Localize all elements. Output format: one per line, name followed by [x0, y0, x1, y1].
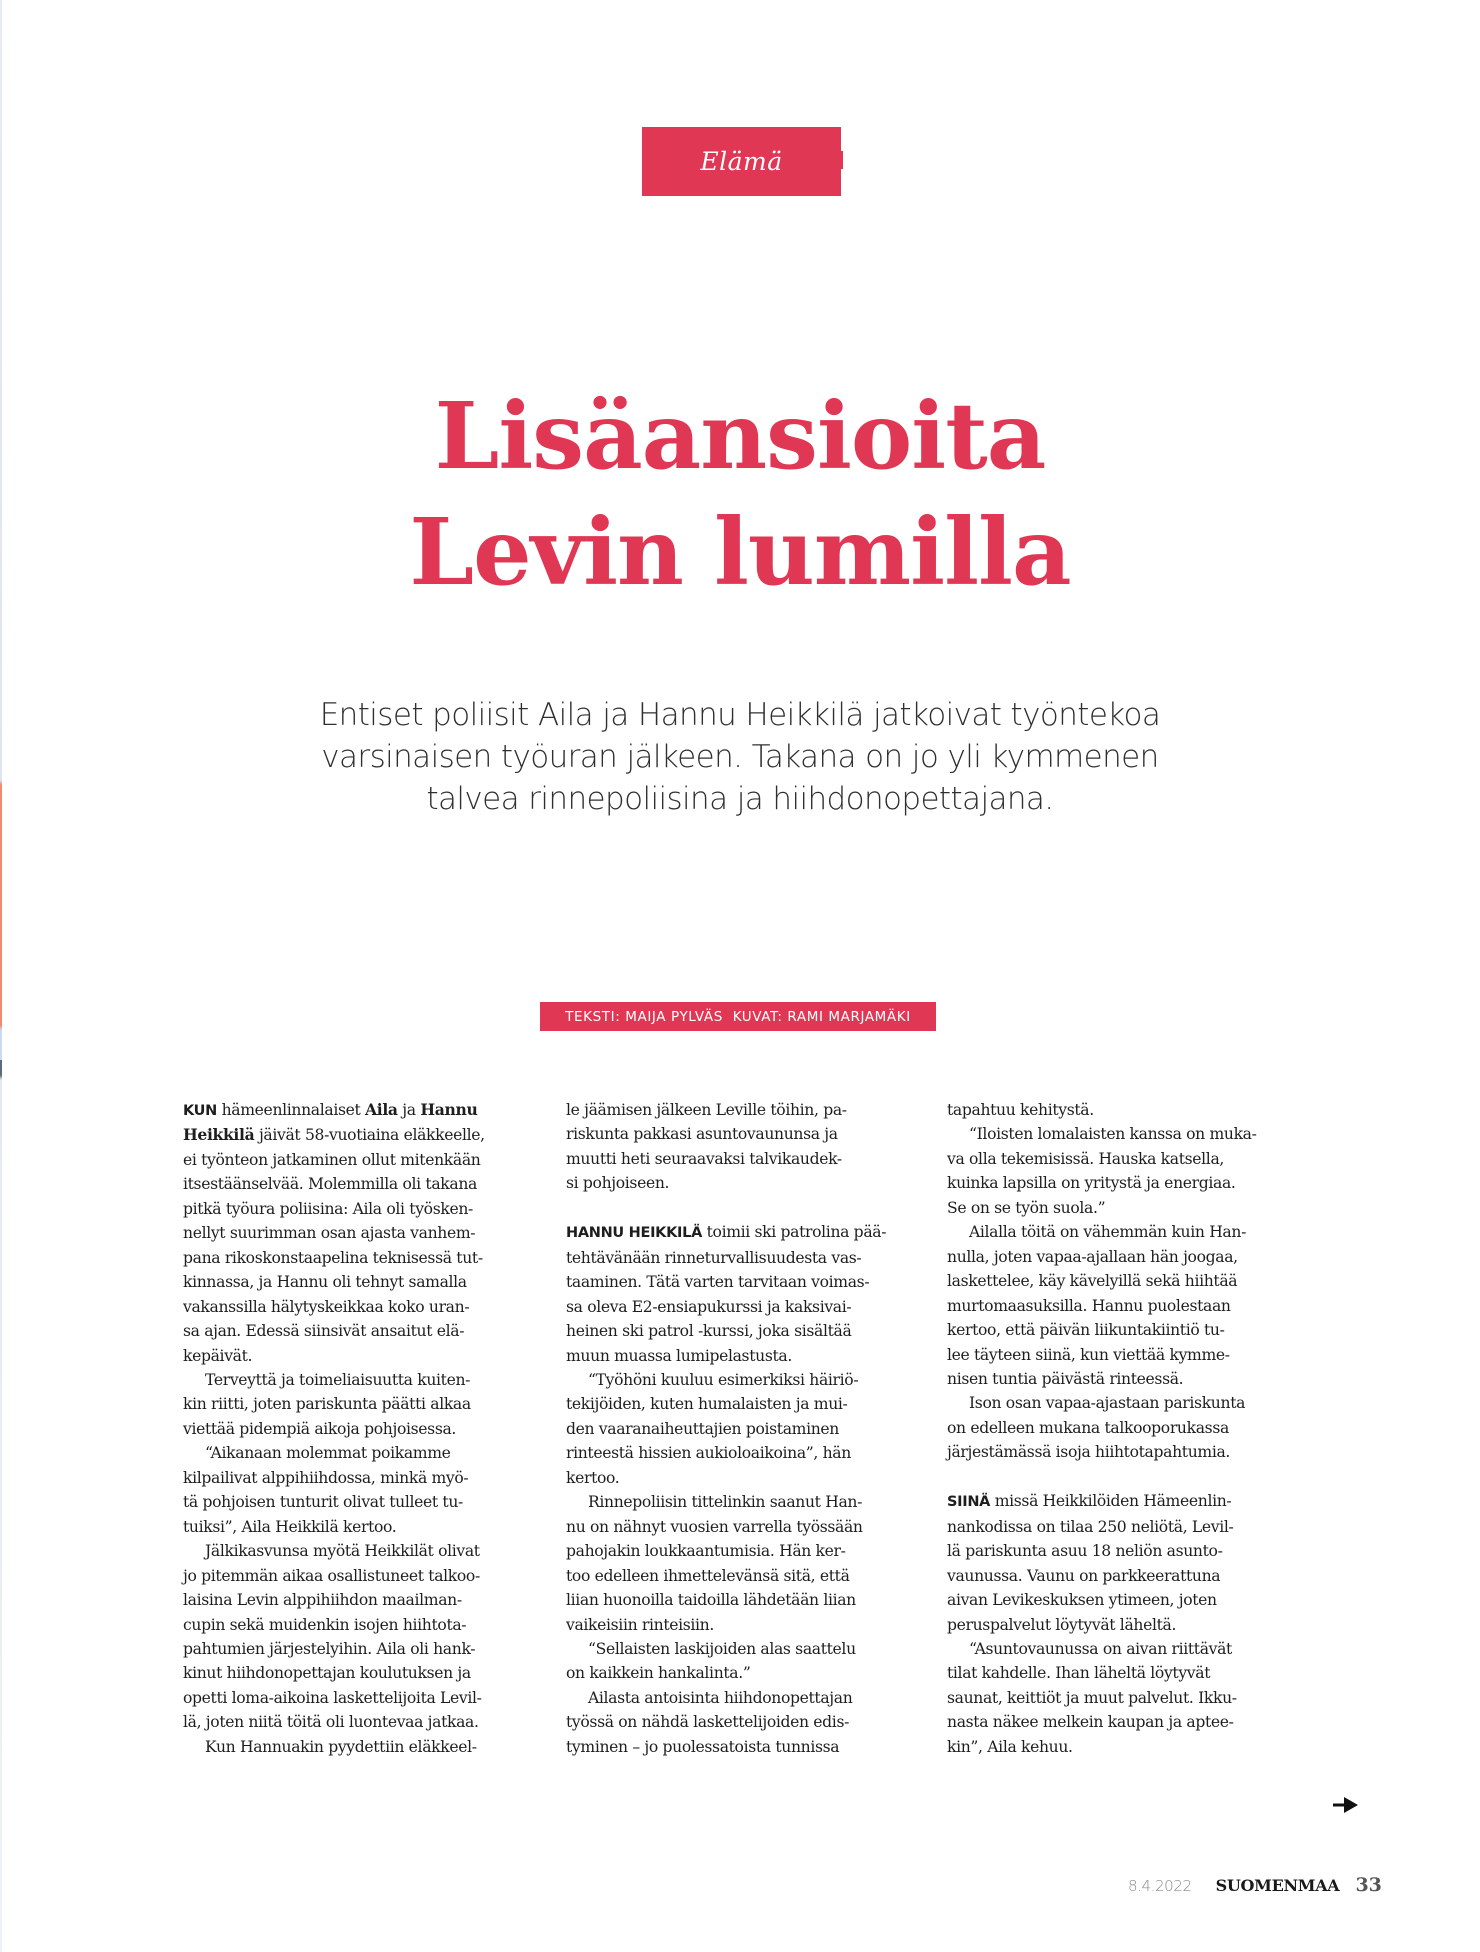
text-run: toimii ski patrolina pää-	[702, 1223, 887, 1242]
text-line: peruspalvelut löytyvät läheltä.	[947, 1615, 1177, 1634]
text-line: tekijöiden, kuten humalaisten ja mui-	[566, 1395, 848, 1414]
person-name: Hannu	[420, 1100, 478, 1119]
person-name: Heikkilä	[183, 1125, 255, 1145]
person-name: Aila	[365, 1100, 398, 1119]
text-line	[183, 1123, 543, 1147]
text-line: nisen tuntia päivästä rinteessä.	[947, 1369, 1184, 1388]
paragraph	[566, 1490, 926, 1637]
text-line: laskettelee, käy kävelyillä sekä hiihtää	[947, 1272, 1238, 1291]
text-line: pana rikoskonstaapelina teknisessä tut-	[183, 1248, 483, 1267]
text-line: “Sellaisten laskijoiden alas saattelu	[588, 1639, 856, 1658]
text-line: nu on nähnyt vuosien varrella työssään	[566, 1517, 863, 1536]
text-run: hämeenlinnalaiset	[217, 1101, 366, 1119]
text-line: kinnassa, ja Hannu oli tehnyt samalla	[183, 1273, 467, 1292]
text-line: Ailasta antoisinta hiihdonopettajan	[588, 1688, 853, 1707]
text-line: vaunussa. Vaunu on parkkeerattuna	[947, 1566, 1221, 1585]
paragraph-lead-in: HANNU HEIKKILÄ	[566, 1225, 703, 1242]
text-line	[183, 1098, 543, 1123]
paragraph	[183, 1098, 543, 1368]
text-line: viettää pidempiä aikoja pohjoisessa.	[183, 1419, 457, 1438]
text-line: va olla tekemisissä. Hauska katsella,	[947, 1149, 1224, 1168]
paragraph	[566, 1686, 926, 1759]
paragraph	[947, 1489, 1307, 1637]
text-line: pitkä työura poliisina: Aila oli työsken-	[183, 1199, 473, 1218]
body-column-2	[566, 1098, 926, 1759]
text-run: jäivät 58-vuotiaina eläkkeelle,	[254, 1126, 485, 1145]
text-line: kertoo.	[566, 1468, 620, 1487]
text-line: kin riitti, joten pariskunta päätti alkaa	[183, 1395, 471, 1414]
text-line: Se on se työn suola.”	[947, 1198, 1106, 1217]
paragraph	[183, 1441, 543, 1539]
text-line: Rinnepoliisin tittelinkin saanut Han-	[588, 1493, 862, 1512]
text-line: Jälkikasvunsa myötä Heikkilät olivat	[205, 1542, 480, 1561]
issue-date: 8.4.2022	[1128, 1877, 1192, 1895]
text-line: “Aikanaan molemmat poikamme	[205, 1444, 451, 1463]
paragraph	[947, 1391, 1307, 1464]
paragraph	[183, 1539, 543, 1735]
text-line: too edelleen ihmettelevänsä sitä, että	[566, 1566, 850, 1585]
text-line: pahtumien järjestelyihin. Aila oli hank-	[183, 1639, 476, 1658]
text-line: lä, joten niitä töitä oli luontevaa jatkaa.	[183, 1713, 479, 1732]
paragraph	[947, 1098, 1307, 1122]
text-line: muutti heti seuraavaksi talvikaudek-	[566, 1149, 842, 1168]
page-spine-edge	[0, 0, 2, 1952]
text-line: sa oleva E2-ensiapukurssi ja kaksivai-	[566, 1297, 852, 1316]
text-line: saunat, keittiöt ja muut palvelut. Ikku-	[947, 1688, 1237, 1707]
text-line: työssä on nähdä laskettelijoiden edis-	[566, 1713, 850, 1732]
text-line: tyminen – jo puolessatoista tunnissa	[566, 1737, 840, 1756]
text-line: itsestäänselvää. Molemmilla oli takana	[183, 1175, 477, 1194]
text-line: “Asuntovaunussa on aivan riittävät	[969, 1639, 1232, 1658]
arrow-right-icon	[1333, 1796, 1359, 1814]
article-lede	[290, 694, 1190, 820]
text-line: taaminen. Tätä varten tarvitaan voimas-	[566, 1273, 870, 1292]
text-line: tehtävänään rinneturvallisuudesta vas-	[566, 1248, 862, 1267]
magazine-name: SUOMENMAA	[1215, 1876, 1340, 1895]
article-headline	[0, 378, 1480, 610]
body-column-1	[183, 1098, 543, 1759]
paragraph	[566, 1637, 926, 1686]
text-line: tapahtuu kehitystä.	[947, 1101, 1094, 1119]
text-line: tuiksi”, Aila Heikkilä kertoo.	[183, 1517, 397, 1536]
text-line: opetti loma-aikoina laskettelijoita Levil-	[183, 1688, 482, 1707]
text-line: Ison osan vapaa-ajastaan pariskunta	[969, 1394, 1246, 1413]
text-line: “Työhöni kuuluu esimerkiksi häiriö-	[588, 1370, 859, 1389]
headline-line: Levin lumilla	[409, 498, 1071, 606]
paragraph	[183, 1735, 543, 1759]
text-line: kuinka lapsilla on yritystä ja energiaa.	[947, 1174, 1236, 1193]
paragraph-lead-in: KUN	[183, 1103, 217, 1119]
text-line: lä pariskunta asuu 18 neliön asunto-	[947, 1542, 1223, 1561]
text-line: nasta näkee melkein kaupan ja aptee-	[947, 1713, 1234, 1732]
text-line: vakanssilla hälytyskeikkaa koko uran-	[183, 1297, 470, 1316]
text-line: muun muassa lumipelastusta.	[566, 1346, 792, 1365]
text-line: heinen ski patrol -kurssi, joka sisältää	[566, 1322, 852, 1341]
headline-line: Lisäansioita	[434, 382, 1046, 490]
byline: TEKSTI: MAIJA PYLVÄS KUVAT: RAMI MARJAMÄKI	[540, 1002, 936, 1031]
text-line: liian huonoilla taidoilla lähdetään liian	[566, 1591, 856, 1610]
text-line: tä pohjoisen tunturit olivat tulleet tu-	[183, 1493, 463, 1512]
text-line: kepäivät.	[183, 1346, 253, 1365]
text-line: nellyt suurimman osan ajasta vanhem-	[183, 1224, 476, 1243]
lede-line: talvea rinnepoliisina ja hiihdonopettajana.	[426, 781, 1054, 817]
text-line: ei työnteon jatkaminen ollut mitenkään	[183, 1150, 481, 1169]
text-line: “Iloisten lomalaisten kanssa on muka-	[969, 1125, 1257, 1144]
section-tag-label: Elämä	[700, 147, 783, 176]
section-break	[947, 1465, 1307, 1489]
text-run: missä Heikkilöiden Hämeenlin-	[990, 1492, 1232, 1511]
text-line: aivan Levikeskuksen ytimeen, joten	[947, 1591, 1217, 1610]
text-line: laisina Levin alppihiihdon maailman-	[183, 1591, 462, 1610]
section-tag	[642, 127, 841, 196]
text-line: kinut hiihdonopettajan koulutuksen ja	[183, 1664, 471, 1683]
text-line: Terveyttä ja toimeliaisuutta kuiten-	[205, 1370, 471, 1389]
paragraph	[947, 1122, 1307, 1220]
lede-line: varsinaisen työuran jälkeen. Takana on jo yli kymmenen	[321, 739, 1159, 775]
text-line: si pohjoiseen.	[566, 1174, 670, 1193]
page-number: 33	[1355, 1874, 1382, 1896]
text-line: pahojakin loukkaantumisia. Hän ker-	[566, 1542, 846, 1561]
lede-line: Entiset poliisit Aila ja Hannu Heikkilä jatkoivat työntekoa	[319, 697, 1161, 733]
section-break	[566, 1196, 926, 1220]
text-line: lee täyteen siinä, kun viettää kymme-	[947, 1345, 1230, 1364]
text-line: riskunta pakkasi asuntovaununsa ja	[566, 1125, 838, 1144]
text-line: on kaikkein hankalinta.”	[566, 1664, 751, 1683]
text-line	[566, 1220, 926, 1245]
paragraph	[566, 1098, 926, 1196]
text-line: vaikeisiin rinteisiin.	[566, 1615, 714, 1634]
text-line: rinteestä hissien aukioloaikoina”, hän	[566, 1444, 851, 1463]
text-line: den vaaranaiheuttajien poistaminen	[566, 1419, 839, 1438]
text-line: Kun Hannuakin pyydettiin eläkkeel-	[205, 1737, 477, 1756]
text-line: sa ajan. Edessä siinsivät ansaitut elä-	[183, 1322, 465, 1341]
text-line: on edelleen mukana talkooporukassa	[947, 1418, 1229, 1437]
text-line: järjestämässä isoja hiihtotapahtumia.	[947, 1443, 1231, 1462]
body-column-3	[947, 1098, 1307, 1759]
text-run: ja	[397, 1101, 421, 1119]
text-line: jo pitemmän aikaa osallistuneet talkoo-	[183, 1566, 480, 1585]
text-line	[947, 1489, 1307, 1514]
text-line: le jäämisen jälkeen Leville töihin, pa-	[566, 1101, 847, 1119]
paragraph	[947, 1220, 1307, 1391]
text-line: kin”, Aila kehuu.	[947, 1737, 1073, 1756]
text-line: nankodissa on tilaa 250 neliötä, Levil-	[947, 1517, 1234, 1536]
page-footer	[1128, 1874, 1382, 1904]
text-line: nulla, joten vapaa-ajallaan hän joogaa,	[947, 1247, 1238, 1266]
paragraph	[566, 1220, 926, 1368]
text-line: kilpailivat alppihiihdossa, minkä myö-	[183, 1468, 469, 1487]
text-line: kertoo, että päivän liikuntakiintiö tu-	[947, 1321, 1225, 1340]
text-line: Ailalla töitä on vähemmän kuin Han-	[969, 1223, 1246, 1242]
paragraph	[566, 1368, 926, 1490]
text-line: cupin sekä muidenkin isojen hiihtota-	[183, 1615, 467, 1634]
paragraph	[947, 1637, 1307, 1759]
text-line: murtomaasuksilla. Hannu puolestaan	[947, 1296, 1231, 1315]
paragraph	[183, 1368, 543, 1441]
text-line: tilat kahdelle. Ihan läheltä löytyvät	[947, 1664, 1211, 1683]
paragraph-lead-in: SIINÄ	[947, 1494, 991, 1511]
